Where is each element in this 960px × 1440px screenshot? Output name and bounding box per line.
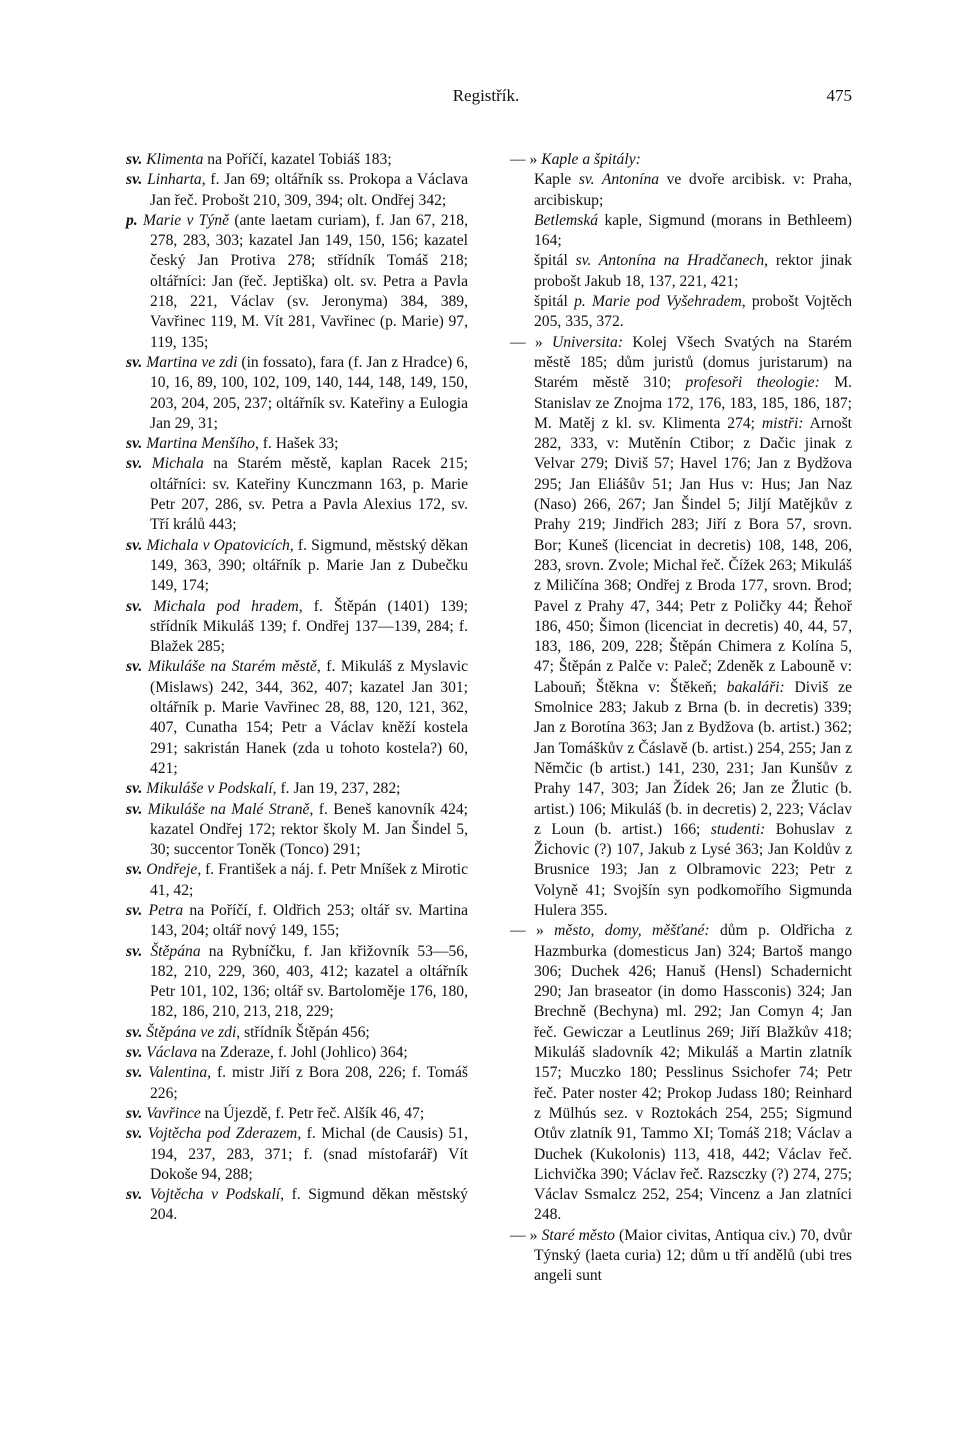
- index-entry: — » Universita: Kolej Všech Svatých na Starém městě 185; dům juristů (domus juristarum) na Starém městě 310; profesoři theologie: M. Stanislav ze Znojma 172, 176, 183, 185, 186, 187; M. Matěj z kl. sv. Klimenta 274; mistři: Arnošt 282, 333, v: Mutěnín Ctibor; z Dačic jinak z Velvar 279; Diviš 57; Havel 176; Jan z Bydžova 295; Jan Eliášův 51; Jan Hus v: Hus; Jan Naz (Naso) 266, 267; Jan Šindel 5; Jiljí Matějkův z Prahy 219; Jindřich 283; Jiří z Bora 57, srovn. Bor; Kuneš (licenciat in decretis) 108, 148, 206, 283, srovn. Zvole; Michal řeč. Čížek 263; Mikuláš z Miličína 368; Ondřej z Broda 177, srovn. Brod; Pavel z Prahy 47, 344; Petr z Poličky 44; Řehoř 186, 450; Šimon (licenciat in decretis) 40, 44, 57, 183, 186, 209, 228; Štěpán Chimera z Kolína 5, 47; Štěpán z Palče v: Paleč; Zdeněk z Labouně v: Labouň; Štěkna v: Štěkeň; bakaláři: Diviš ze Smolnice 283; Jakub z Brna (b. in decretis) 339; Jan z Borotína 363; Jan z Bydžova (b. artist.) 362; Jan Tomáškův z Čáslavě (b. artist.) 254, 255; Jan z Němčic (b artist.) 141, 230, 231; Jan Kunšův z Prahy 147, 303; Jan Žídek 26; Jan ze Žlutic (b. artist.) 106; Mikuláš (b. in decretis) 2, 223; Václav z Loun (b. artist.) 166; studenti: Bohuslav z Žichovic (?) 107, Jakub z Lysé 363; Jan Koldův z Brusnice 193; Jan z Olbramovic 223; Petr z Volyně 41; Svojšín syn podkomořího Sigmunda Hulera 355.: [510, 333, 853, 919]
- index-entry: sv. Petra na Poříčí, f. Oldřich 253; oltář sv. Martina 143, 204; oltář nový 149, 155;: [126, 901, 468, 940]
- index-entry: p. Marie v Týně (ante laetam curiam), f. Jan 67, 218, 278, 283, 303; kazatel Jan 149, 150, 156; kazatel český Jan Protiva 278; střídník Tomáš 218; oltářníci: Jan (řeč. Jeptiška) olt. sv. Petra a Pavla 218, 221, Václav (sv. Jeronyma) 384, 389, Vavřinec 119, M. Vít 281, Vavřinec (p. Marie) 97, 119, 135;: [126, 211, 468, 351]
- index-entry: sv. Vojtěcha pod Zderazem, f. Michal (de Causis) 51, 194, 237, 283, 371; f. (snad místofarář) Vít Dokoše 94, 288;: [126, 1125, 468, 1183]
- index-entry: — » Staré město (Maior civitas, Antiqua civ.) 70, dvůr Týnský (laeta curia) 12; dům u tří andělů (ubi tres angeli sunt: [510, 1226, 852, 1285]
- right-column: [510, 150, 852, 1287]
- index-entry: Betlemská kaple, Sigmund (morans in Bethleem) 164;: [534, 211, 852, 250]
- index-entry: špitál sv. Antonína na Hradčanech, rektor jinak probošt Jakub 18, 137, 221, 421;: [534, 252, 852, 290]
- index-entry: sv. Štěpána na Rybníčku, f. Jan křižovník 53—56, 182, 210, 229, 360, 403, 412; kazatel a oltářník Petr 101, 102, 136; oltář sv. Bartoloměje 176, 180, 182, 186, 210, 213, 218, 229;: [126, 942, 468, 1021]
- index-entry: sv. Mikuláše na Malé Straně, f. Beneš kanovník 424; kazatel Ondřej 172; rektor školy M. Jan Šindel 5, 30; succentor Toněk (Tonco) 291;: [126, 800, 468, 859]
- index-entry: sv. Václava na Zderaze, f. Johl (Johlico) 364;: [126, 1044, 408, 1062]
- index-entry: špitál p. Marie pod Vyšehradem, probošt Vojtěch 205, 335, 372.: [534, 293, 853, 331]
- index-entry: sv. Michala na Starém městě, kaplan Racek 215; oltářníci: sv. Kateřiny Kunczmann 163, p. Marie Petr 207, 286, sv. Petra a Pavla Alexius 172, sv. Tří králů 443;: [126, 455, 468, 534]
- index-entry: — » Kaple a špitály:: [510, 151, 641, 168]
- index-entry: sv. Vavřince na Újezdě, f. Petr řeč. Alšík 46, 47;: [126, 1104, 425, 1122]
- index-entry: sv. Ondřeje, f. František a náj. f. Petr Mníšek z Mirotic 41, 42;: [126, 861, 468, 899]
- index-entry: sv. Linharta, f. Jan 69; oltářník ss. Prokopa a Václava Jan řeč. Probošt 210, 309, 394; olt. Ondřej 342;: [126, 171, 468, 209]
- index-entry: sv. Michala v Opatovicích, f. Sigmund, městský děkan 149, 363, 390; oltářník p. Marie Jan z Dubečku 149, 174;: [126, 536, 469, 595]
- index-entry: sv. Valentina, f. mistr Jiří z Bora 208, 226; f. Tomáš 226;: [126, 1064, 468, 1102]
- index-entry: Kaple sv. Antonína ve dvoře arcibisk. v: Praha, arcibiskup;: [534, 171, 852, 209]
- index-entry: sv. Klimenta na Poříčí, kazatel Tobiáš 183;: [126, 151, 392, 168]
- index-entry: sv. Štěpána ve zdi, střídník Štěpán 456;: [126, 1023, 370, 1041]
- page-header: [120, 86, 852, 116]
- index-entry: sv. Martina ve zdi (in fossato), fara (f. Jan z Hradce) 6, 10, 16, 89, 100, 102, 109, 140, 144, 148, 149, 150, 203, 204, 205, 237; oltářník sv. Kateřiny a Eulogia Jan 29, 31;: [126, 353, 468, 432]
- index-entry: sv. Martina Menšího, f. Hašek 33;: [126, 435, 339, 453]
- index-entry: sv. Mikuláše v Podskalí, f. Jan 19, 237, 282;: [126, 780, 401, 798]
- running-title: Registřík.: [452, 86, 520, 105]
- left-column: [126, 150, 468, 1226]
- index-entry: sv. Michala pod hradem, f. Štěpán (1401) 139; střídník Mikuláš 139; f. Ondřej 137—139, 284; f. Blažek 285;: [126, 597, 468, 656]
- index-entry: sv. Vojtěcha v Podskalí, f. Sigmund děkan městský 204.: [126, 1186, 468, 1224]
- page-number: 475: [826, 86, 852, 105]
- index-entry: sv. Mikuláše na Starém městě, f. Mikuláš z Myslavic (Mislaws) 242, 344, 362, 407; kazatel Jan 301; oltářník p. Marie Vavřinec 28, 88, 120, 121, 362, 407, Cunatha 154; Petr a Václav kněží kostela 291; sakristán Hanek (zda u tohoto kostela?) 60, 421;: [126, 658, 468, 777]
- index-entry: — » město, domy, měšťané: dům p. Oldřicha z Hazmburka (domesticus Jan) 324; Bartoš mango 306; Duchek 426; Hanuš (Hensl) Schadernicht 290; Jan braseator (in domo Hassconis) 324; Jan Brechně (Bechyna) ml. 292; Jan Comyn 4; Jan řeč. Gewiczar a Leutlinus 269; Jiří Blažkův 418; Mikuláš sladovník 42; Mikuláš a Martin zlatník 157; Muczko 180; Pesslinus Ssichofer 74; Petr řeč. Pater noster 42; Prokop Judass 180; Reinhard z Mülhús sez. v Roztokách 254, 255; Sigmund Otův zlatník 91, Tammo XI; Tomáš 218; Václav a Duchek (Kukolonis) 113, 418, 442; Václav řeč. Lichvička 390; Václav řeč. Razsczky (?) 274, 275; Václav Ssmalcz 252, 254; Vincenz a Jan zlatníci 248.: [510, 922, 852, 1224]
